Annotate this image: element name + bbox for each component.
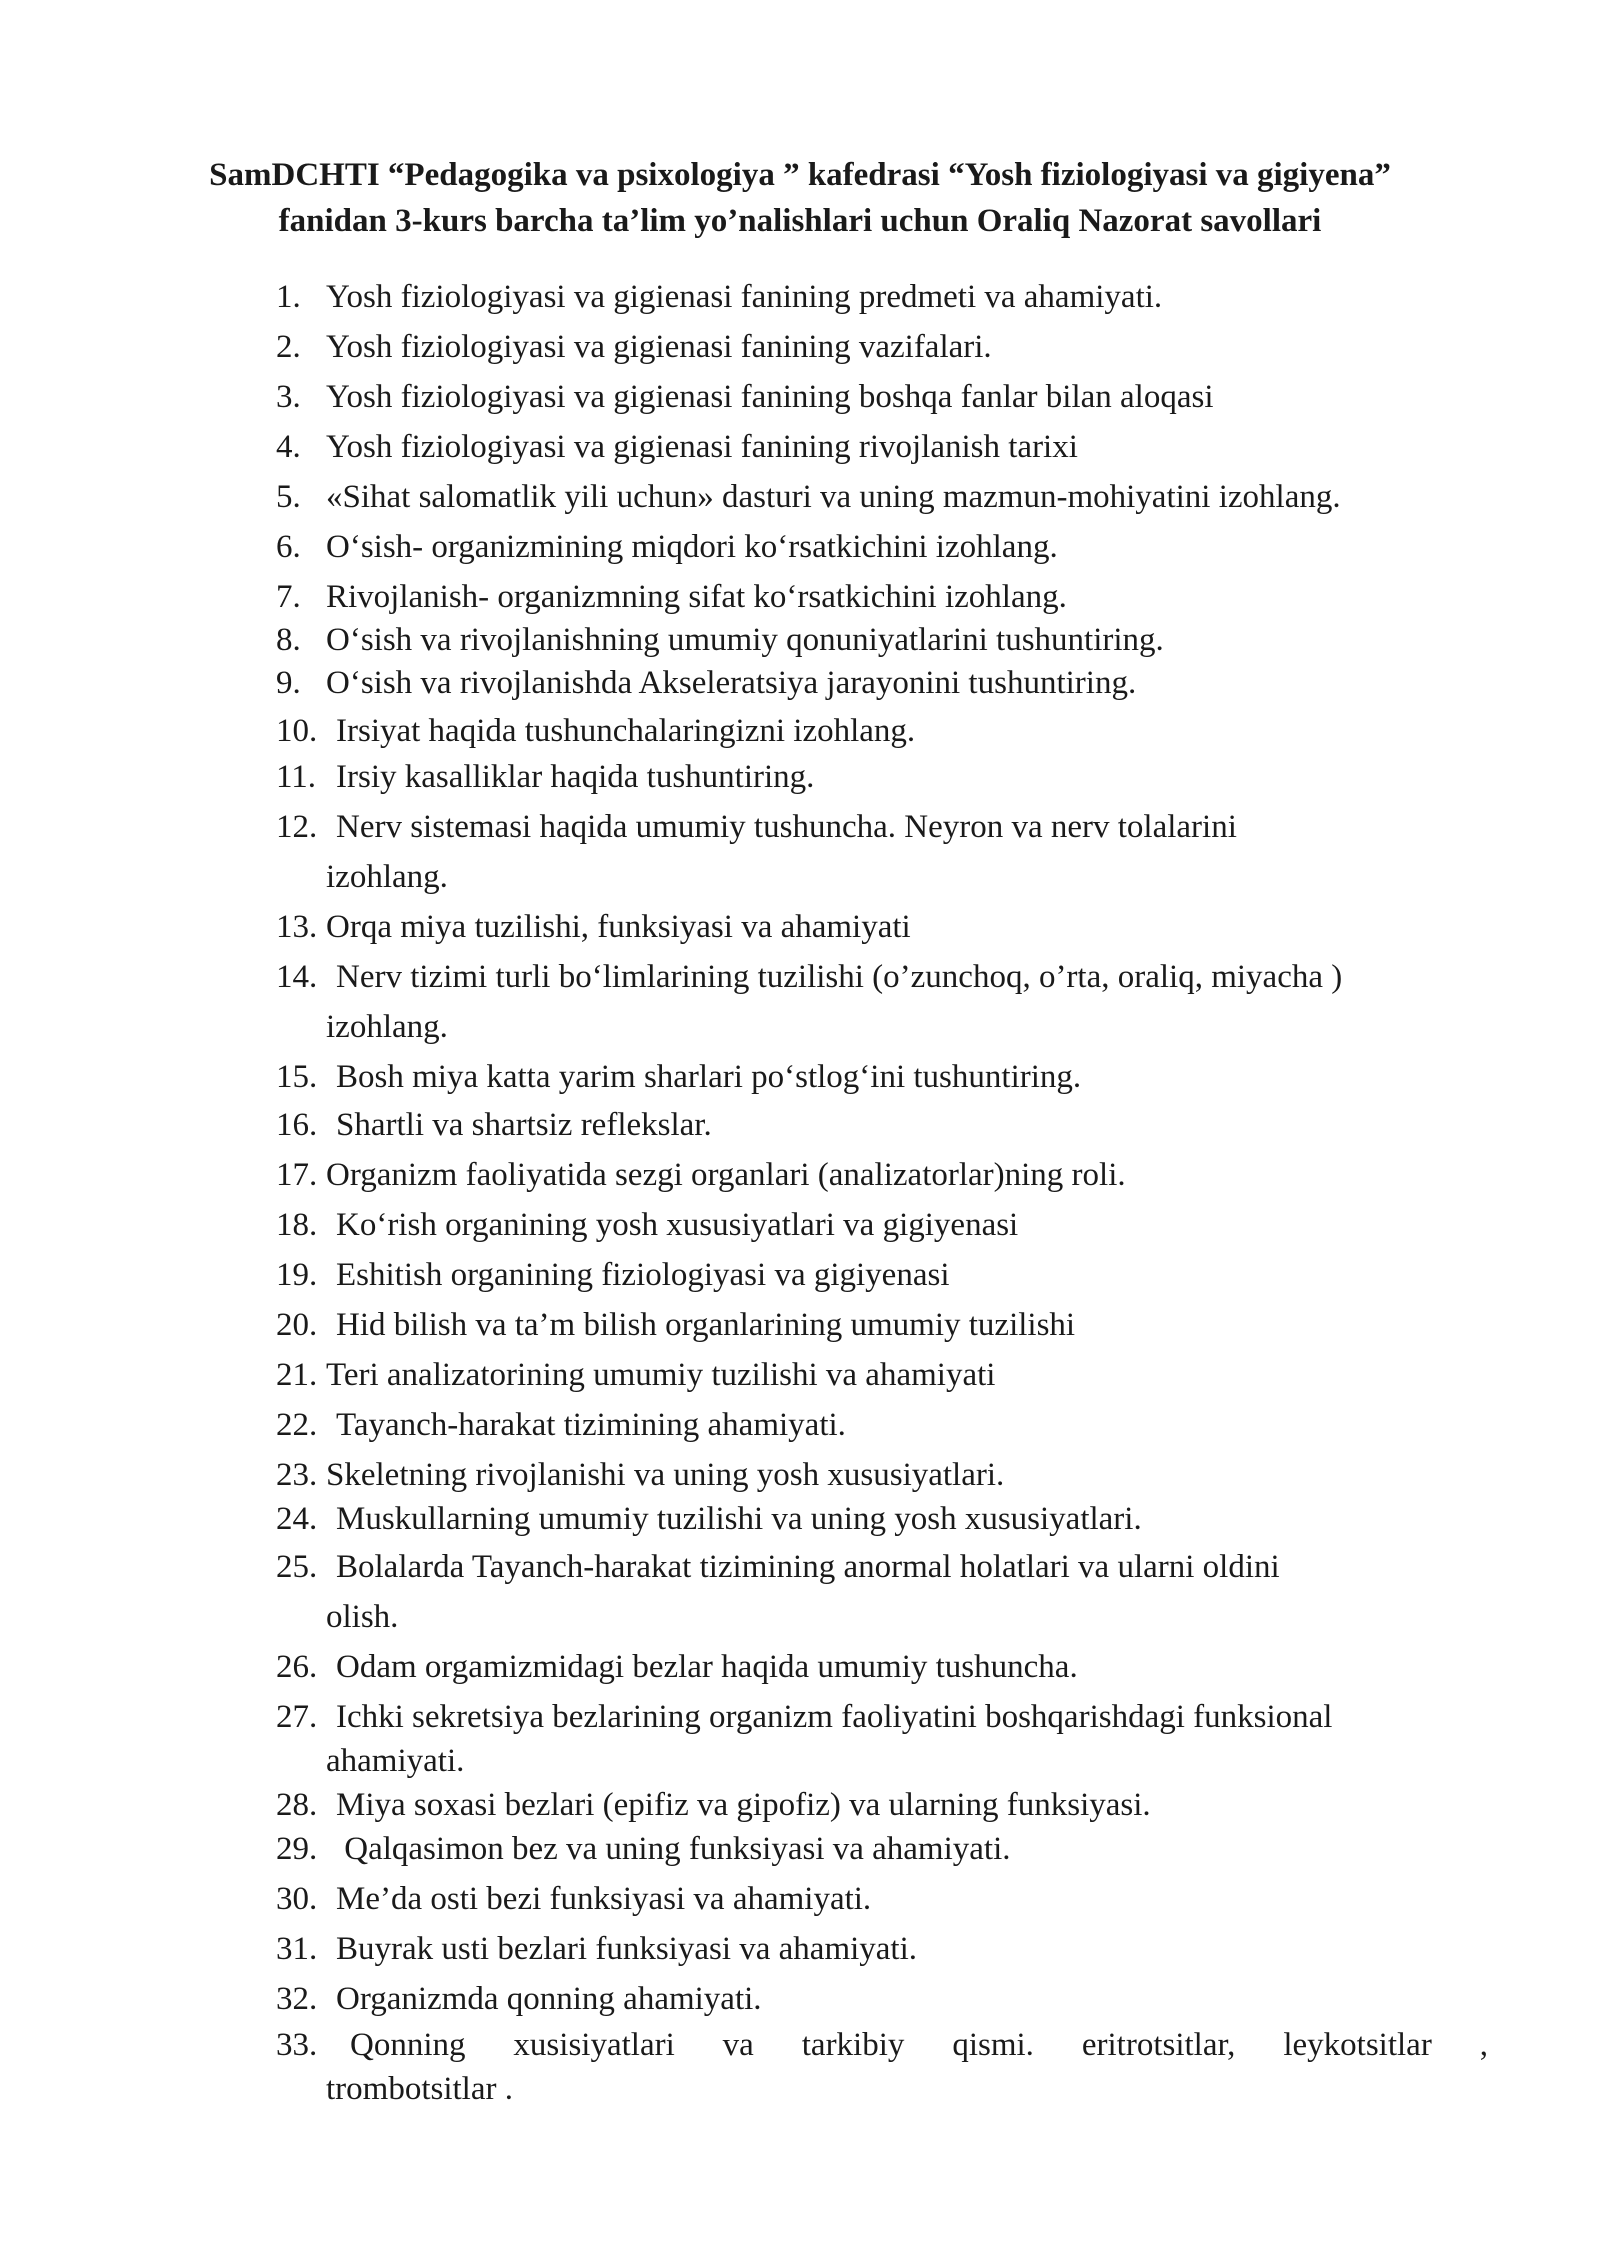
question-item bbox=[276, 752, 1488, 802]
question-number: 8. bbox=[276, 622, 301, 658]
question-number: 21. bbox=[276, 1357, 318, 1393]
question-text: O‘sish- organizmining miqdori ko‘rsatkichini izohlang. bbox=[326, 529, 1058, 565]
question-number: 7. bbox=[276, 579, 301, 615]
question-text: Qonning xusisiyatlari va tarkibiy qismi. eritrotsitlar, leykotsitlar , bbox=[350, 2027, 1488, 2063]
question-text: Bolalarda Tayanch-harakat tizimining anormal holatlari va ularni oldini bbox=[336, 1549, 1280, 1585]
question-text: Buyrak usti bezlari funksiyasi va ahamiyati. bbox=[336, 1931, 918, 1967]
question-item bbox=[276, 1692, 1488, 1742]
question-text: Nerv sistemasi haqida umumiy tushuncha. Neyron va nerv tolalarini bbox=[336, 809, 1237, 845]
question-item bbox=[276, 952, 1488, 1002]
question-item bbox=[276, 1824, 1488, 1874]
question-item bbox=[276, 372, 1488, 422]
question-text: Bosh miya katta yarim sharlari po‘stlog‘ini tushuntiring. bbox=[336, 1059, 1082, 1095]
question-text: Yosh fiziologiyasi va gigienasi fanining predmeti va ahamiyati. bbox=[326, 279, 1163, 315]
question-text: Odam orgamizmidagi bezlar haqida umumiy tushuncha. bbox=[336, 1649, 1078, 1685]
question-item bbox=[276, 1052, 1488, 1102]
question-text: Organizmda qonning ahamiyati. bbox=[336, 1981, 762, 2017]
question-text: O‘sish va rivojlanishda Akseleratsiya jarayonini tushuntiring. bbox=[326, 665, 1137, 701]
question-item bbox=[276, 1874, 1488, 1924]
question-text-continuation: ahamiyati. bbox=[326, 1743, 465, 1779]
question-text-continuation: izohlang. bbox=[326, 859, 448, 895]
question-text: Tayanch-harakat tizimining ahamiyati. bbox=[336, 1407, 846, 1443]
question-item bbox=[276, 1150, 1488, 1200]
question-number: 27. bbox=[276, 1699, 318, 1735]
question-number: 26. bbox=[276, 1649, 318, 1685]
question-item bbox=[276, 1300, 1488, 1350]
question-number: 22. bbox=[276, 1407, 318, 1443]
question-number: 24. bbox=[276, 1501, 318, 1537]
question-number: 18. bbox=[276, 1207, 318, 1243]
question-item bbox=[276, 1974, 1488, 2024]
question-number: 5. bbox=[276, 479, 301, 515]
question-item bbox=[276, 422, 1488, 472]
question-text: Rivojlanish- organizmning sifat ko‘rsatkichini izohlang. bbox=[326, 579, 1067, 615]
question-text: Yosh fiziologiyasi va gigienasi fanining vazifalari. bbox=[326, 329, 992, 365]
question-number: 4. bbox=[276, 429, 301, 465]
question-item bbox=[276, 1100, 1488, 1150]
question-number: 6. bbox=[276, 529, 301, 565]
question-item bbox=[276, 902, 1488, 952]
question-text: Nerv tizimi turli bo‘limlarining tuzilishi (o’zunchoq, o’rta, oraliq, miyacha ) bbox=[336, 959, 1343, 995]
question-text: Ichki sekretsiya bezlarining organizm faoliyatini boshqarishdagi funksional bbox=[336, 1699, 1333, 1735]
question-number: 32. bbox=[276, 1981, 318, 2017]
question-text: Teri analizatorining umumiy tuzilishi va ahamiyati bbox=[326, 1357, 996, 1393]
question-item bbox=[276, 1642, 1488, 1692]
question-text: Irsiy kasalliklar haqida tushuntiring. bbox=[336, 759, 815, 795]
question-text-continuation: olish. bbox=[326, 1599, 399, 1635]
question-number: 20. bbox=[276, 1307, 318, 1343]
question-item bbox=[276, 1350, 1488, 1400]
question-text-continuation: trombotsitlar . bbox=[326, 2071, 513, 2107]
question-item bbox=[276, 1542, 1488, 1592]
question-number: 2. bbox=[276, 329, 301, 365]
question-number: 14. bbox=[276, 959, 318, 995]
question-text: Irsiyat haqida tushunchalaringizni izohlang. bbox=[336, 713, 916, 749]
question-item bbox=[276, 522, 1488, 572]
question-item bbox=[276, 1400, 1488, 1450]
question-item bbox=[276, 1250, 1488, 1300]
question-number: 29. bbox=[276, 1831, 318, 1867]
question-number: 25. bbox=[276, 1549, 318, 1585]
question-number: 23. bbox=[276, 1457, 318, 1493]
question-item bbox=[276, 1450, 1488, 1500]
question-text: Eshitish organining fiziologiyasi va gigiyenasi bbox=[336, 1257, 950, 1293]
question-item bbox=[276, 658, 1488, 708]
question-text: Orqa miya tuzilishi, funksiyasi va ahamiyati bbox=[326, 909, 911, 945]
question-number: 31. bbox=[276, 1931, 318, 1967]
question-text: Miya soxasi bezlari (epifiz va gipofiz) va ularning funksiyasi. bbox=[336, 1787, 1151, 1823]
question-text: Yosh fiziologiyasi va gigienasi fanining boshqa fanlar bilan aloqasi bbox=[326, 379, 1214, 415]
question-text: O‘sish va rivojlanishning umumiy qonuniyatlarini tushuntiring. bbox=[326, 622, 1164, 658]
question-item bbox=[276, 1494, 1488, 1544]
question-item bbox=[276, 802, 1488, 852]
question-number: 16. bbox=[276, 1107, 318, 1143]
document-heading-line-1: SamDCHTI “Pedagogika va psixologiya ” kafedrasi “Yosh fiziologiyasi va gigiyena” bbox=[209, 157, 1391, 193]
question-text: Skeletning rivojlanishi va uning yosh xususiyatlari. bbox=[326, 1457, 1005, 1493]
question-number: 28. bbox=[276, 1787, 318, 1823]
question-item bbox=[276, 272, 1488, 322]
question-number: 10. bbox=[276, 713, 318, 749]
question-number: 30. bbox=[276, 1881, 318, 1917]
question-number: 17. bbox=[276, 1157, 318, 1193]
question-text: Me’da osti bezi funksiyasi va ahamiyati. bbox=[336, 1881, 872, 1917]
question-number: 3. bbox=[276, 379, 301, 415]
question-text-continuation: izohlang. bbox=[326, 1009, 448, 1045]
question-item bbox=[276, 322, 1488, 372]
question-item bbox=[276, 472, 1488, 522]
question-number: 33. bbox=[276, 2027, 318, 2063]
question-text: Muskullarning umumiy tuzilishi va uning yosh xususiyatlari. bbox=[336, 1501, 1142, 1537]
question-item bbox=[276, 1780, 1488, 1830]
question-number: 9. bbox=[276, 665, 301, 701]
question-item bbox=[276, 1200, 1488, 1250]
question-number: 12. bbox=[276, 809, 318, 845]
question-item bbox=[276, 706, 1488, 756]
question-text: Hid bilish va ta’m bilish organlarining umumiy tuzilishi bbox=[336, 1307, 1076, 1343]
question-number: 1. bbox=[276, 279, 301, 315]
question-number: 11. bbox=[276, 759, 317, 795]
question-number: 19. bbox=[276, 1257, 318, 1293]
question-text: Yosh fiziologiyasi va gigienasi fanining rivojlanish tarixi bbox=[326, 429, 1078, 465]
question-text: Qalqasimon bez va uning funksiyasi va ahamiyati. bbox=[336, 1831, 1011, 1867]
question-text: Shartli va shartsiz reflekslar. bbox=[336, 1107, 712, 1143]
question-text: Ko‘rish organining yosh xususiyatlari va gigiyenasi bbox=[336, 1207, 1019, 1243]
question-item bbox=[276, 1924, 1488, 1974]
question-number: 13. bbox=[276, 909, 318, 945]
question-number: 15. bbox=[276, 1059, 318, 1095]
question-item bbox=[276, 2020, 1488, 2070]
question-text: Organizm faoliyatida sezgi organlari (analizatorlar)ning roli. bbox=[326, 1157, 1126, 1193]
document-heading-line-2: fanidan 3-kurs barcha ta’lim yo’nalishlari uchun Oraliq Nazorat savollari bbox=[278, 203, 1322, 239]
question-text: «Sihat salomatlik yili uchun» dasturi va uning mazmun-mohiyatini izohlang. bbox=[326, 479, 1341, 515]
